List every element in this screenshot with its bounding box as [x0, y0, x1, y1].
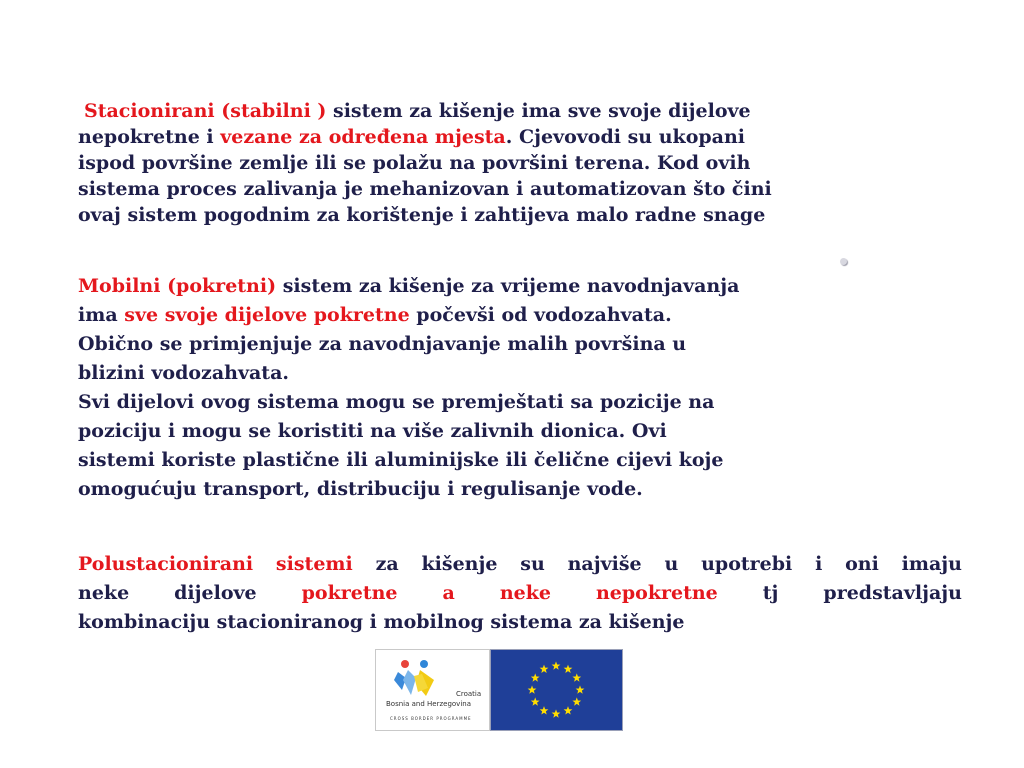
logo-text-bih: Bosnia and Herzegovina [386, 700, 471, 708]
paragraph-stationary-sprinkler [78, 98, 772, 228]
eu-star-icon [564, 706, 573, 714]
body-text: Obično se primjenjuje za navodnjavanje malih površina u [78, 333, 687, 355]
highlighted-text: vezane za određena mjesta [220, 126, 506, 148]
text-line [78, 550, 962, 579]
body-text: nepokretne i [78, 126, 221, 148]
text-line [78, 150, 772, 176]
text-line [78, 388, 739, 417]
body-text: počevši od vodozahvata. [416, 304, 672, 326]
eu-star-icon [528, 685, 537, 693]
text-line [78, 301, 739, 330]
body-text: za kišenje su najviše u upotrebi i oni imaju [375, 553, 962, 575]
text-line [78, 446, 739, 475]
eu-stars-icon [491, 650, 622, 730]
text-line [78, 579, 962, 608]
highlighted-text: pokretne a neke nepokretne [301, 582, 763, 604]
body-text: sistem za kišenje za vrijeme navodnjavanja [282, 275, 740, 297]
body-text: neke dijelove [78, 582, 302, 604]
logo-text-croatia: Croatia [456, 690, 482, 698]
text-line [78, 359, 739, 388]
text-line [78, 272, 739, 301]
text-line [78, 124, 772, 150]
eu-star-icon [531, 673, 540, 681]
body-text: ispod površine zemlje ili se polažu na površini terena. Kod ovih [78, 152, 751, 174]
eu-star-icon [564, 665, 573, 673]
text-line [78, 608, 962, 637]
paragraph-mobile-sprinkler [78, 272, 739, 504]
body-text: ima [78, 304, 125, 326]
highlighted-text: Polustacionirani sistemi [78, 553, 376, 575]
cross-border-programme-logo [375, 649, 490, 731]
paragraph-semi-stationary-sprinkler [78, 550, 962, 637]
eu-star-icon [572, 673, 581, 681]
text-line [78, 98, 772, 124]
eu-star-icon [552, 661, 561, 669]
eu-star-icon [531, 697, 540, 705]
body-text: ovaj sistem pogodnim za korištenje i zahtijeva malo radne snage [78, 204, 766, 226]
text-line [78, 330, 739, 359]
highlighted-text: Mobilni (pokretni) [78, 275, 283, 297]
eu-flag [490, 649, 623, 731]
body-text: blizini vodozahvata. [78, 362, 290, 384]
body-text: tj predstavljaju [762, 582, 962, 604]
text-line [78, 417, 739, 446]
highlighted-text: sve svoje dijelove pokretne [124, 304, 417, 326]
eu-star-icon [540, 706, 549, 714]
eu-star-icon [540, 665, 549, 673]
eu-star-icon [552, 709, 561, 717]
body-text: sistema proces zalivanja je mehanizovan i automatizovan što čini [78, 178, 772, 200]
text-line [78, 202, 772, 228]
body-text: poziciju i mogu se koristiti na više zalivnih dionica. Ovi [78, 420, 667, 442]
body-text: sistem za kišenje ima sve svoje dijelove [333, 100, 751, 122]
body-text: . Cjevovodi su ukopani [505, 126, 745, 148]
eu-star-icon [576, 685, 585, 693]
body-text: sistemi koriste plastične ili aluminijske ili čelične cijevi koje [78, 449, 724, 471]
eu-star-icon [572, 697, 581, 705]
logo-text-programme: CROSS BORDER PROGRAMME [390, 716, 472, 721]
highlighted-text: Stacionirani (stabilni ) [84, 100, 334, 122]
bullet-dot [840, 258, 847, 265]
body-text: omogućuju transport, distribuciju i regulisanje vode. [78, 478, 643, 500]
body-text: kombinaciju stacioniranog i mobilnog sistema za kišenje [78, 611, 685, 633]
text-line [78, 176, 772, 202]
body-text: Svi dijelovi ovog sistema mogu se premještati sa pozicije na [78, 391, 715, 413]
text-line [78, 475, 739, 504]
